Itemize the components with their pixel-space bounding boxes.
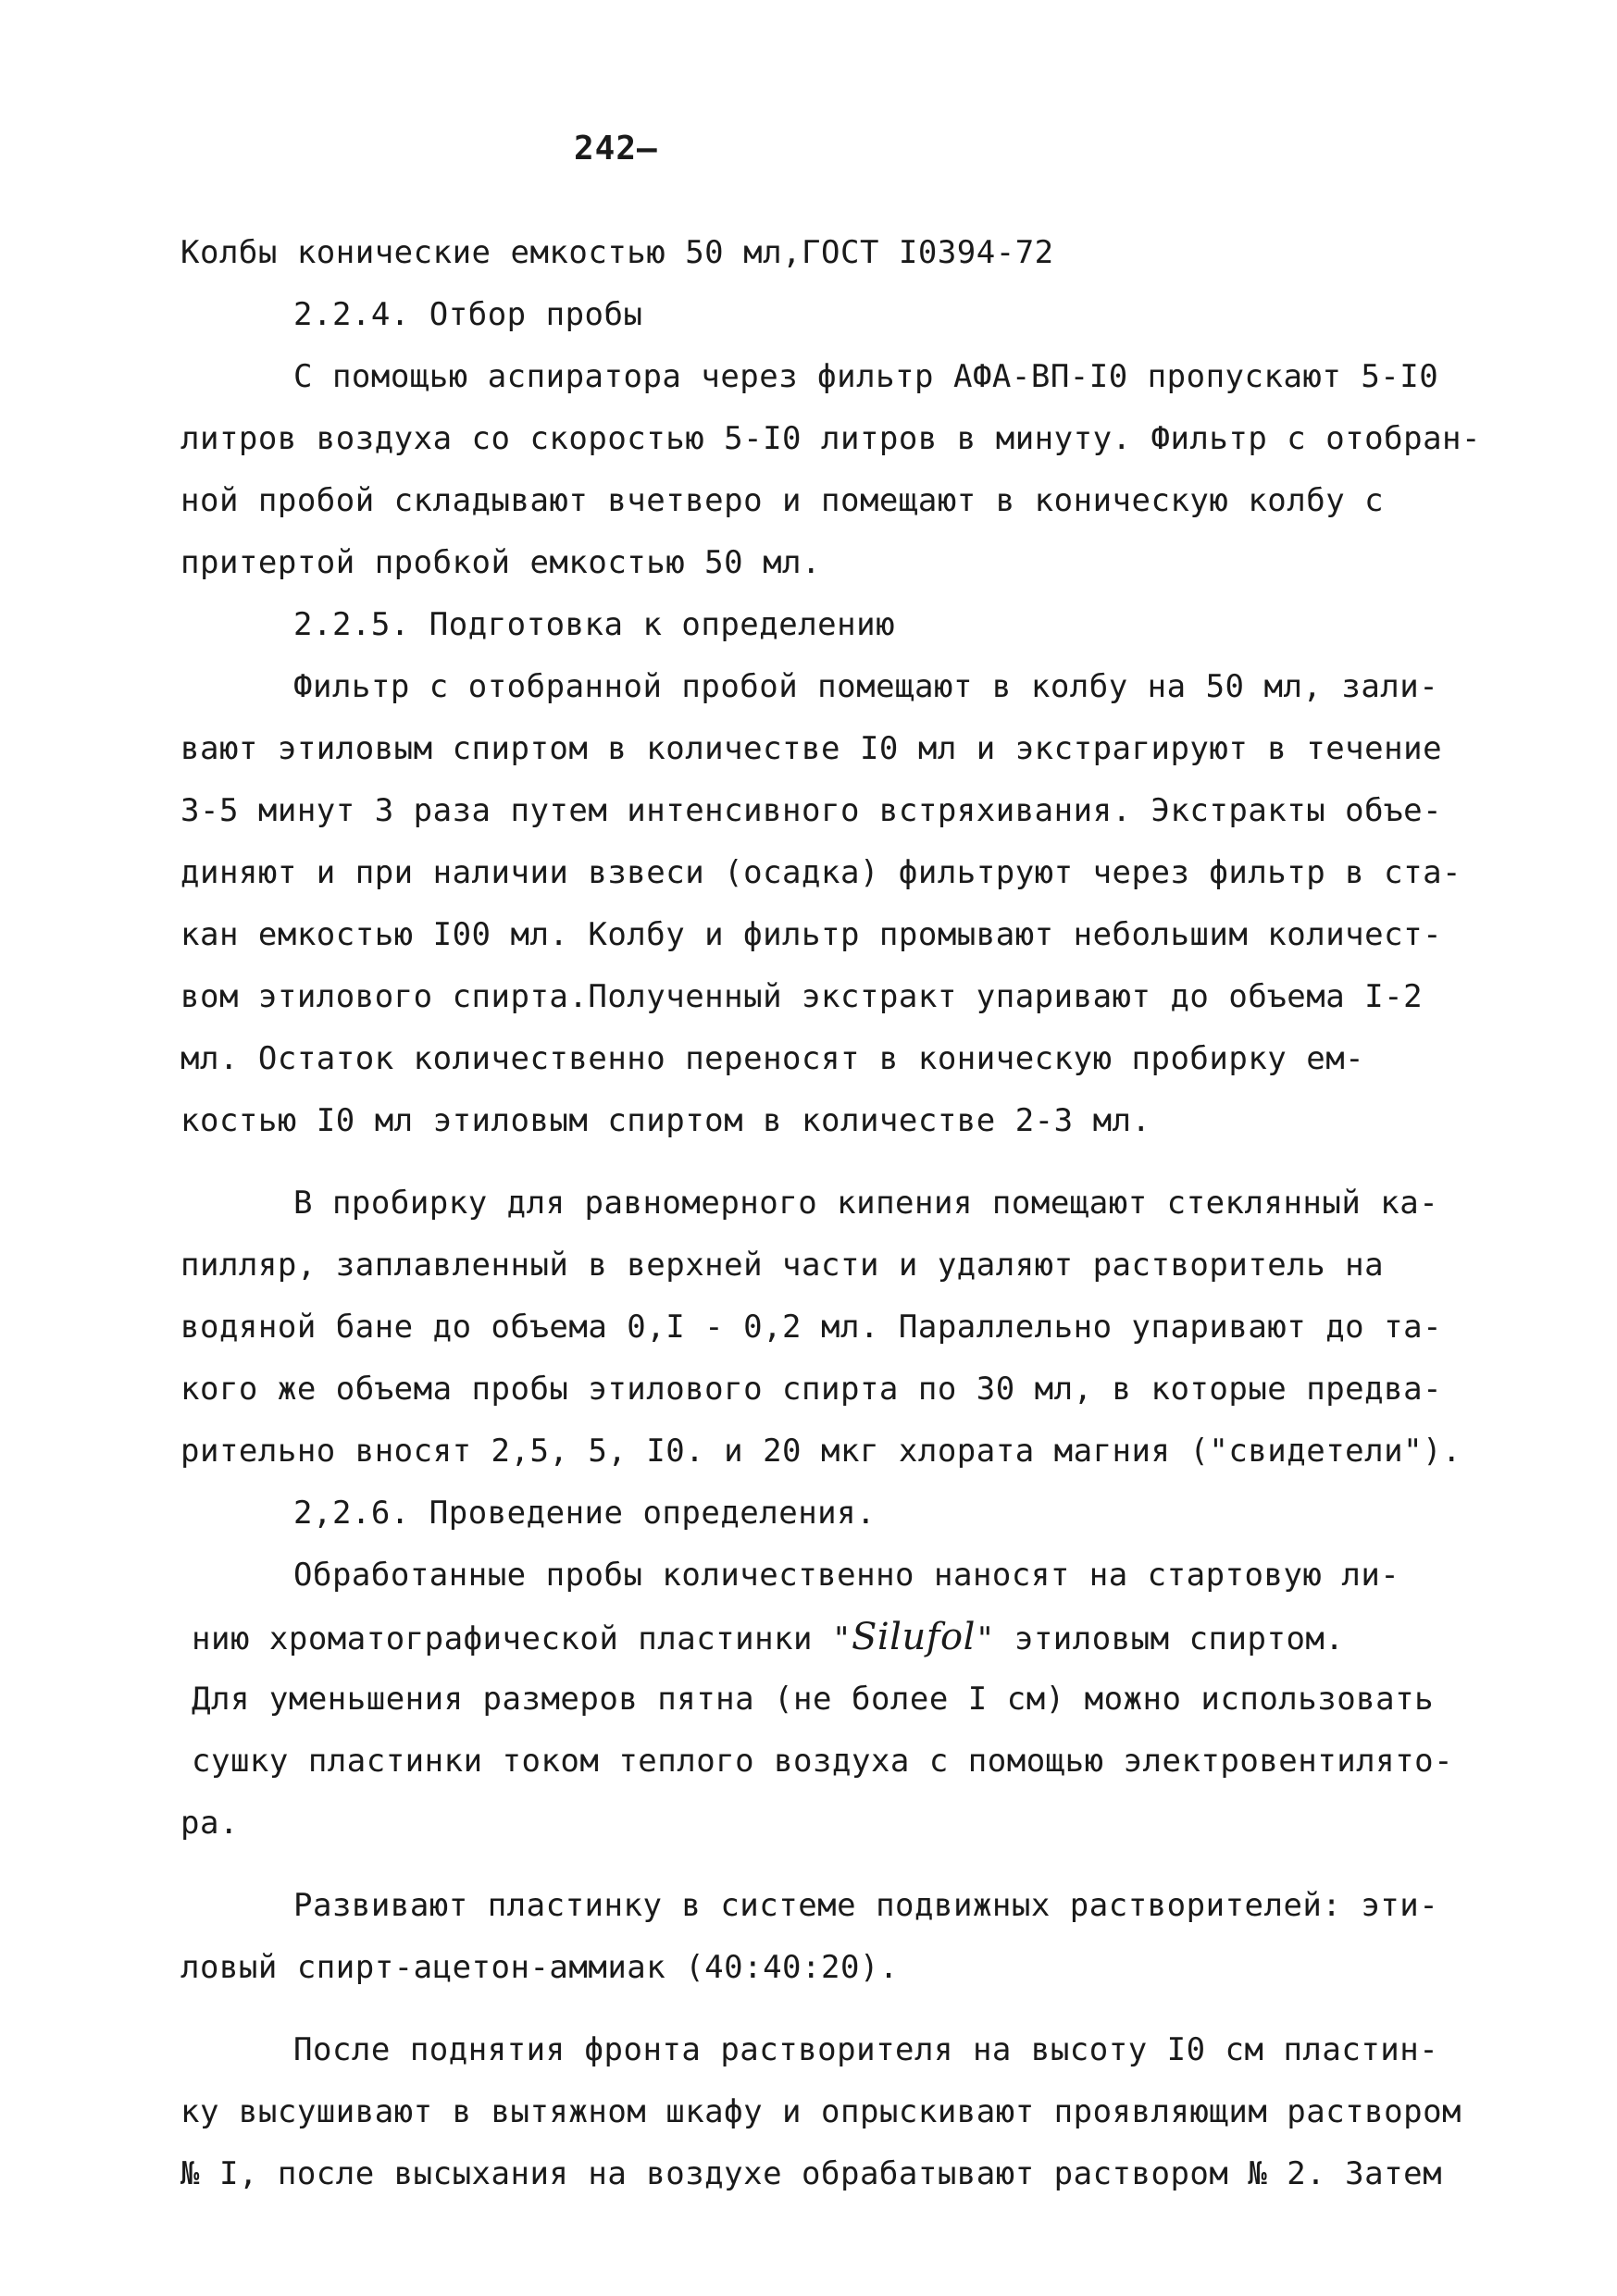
text-line: Развивают пластинку в системе подвижных растворителей: эти- bbox=[293, 1887, 1439, 1924]
text-line: Обработанные пробы количественно наносят на стартовую ли- bbox=[293, 1557, 1400, 1594]
text-line: С помощью аспиратора через фильтр АФА-ВП-I0 пропускают 5-I0 bbox=[293, 358, 1439, 395]
text-line: Для уменьшения размеров пятна (не более I см) можно использовать bbox=[192, 1681, 1435, 1718]
text-line: После поднятия фронта растворителя на высоту I0 см пластин- bbox=[293, 2031, 1439, 2068]
text-line: водяной бане до объема 0,I - 0,2 мл. Параллельно упаривают до та- bbox=[180, 1309, 1443, 1346]
text-line: нию хроматографической пластинки "Silufol" этиловым спиртом. bbox=[192, 1616, 1345, 1658]
text-line: костью I0 мл этиловым спиртом в количестве 2-3 мл. bbox=[180, 1102, 1151, 1139]
section-heading: 2.2.5. Подготовка к определению bbox=[293, 606, 896, 643]
text-line: мл. Остаток количественно переносят в коническую пробирку ем- bbox=[180, 1040, 1365, 1077]
text-line: 3-5 минут 3 раза путем интенсивного встряхивания. Экстракты объе- bbox=[180, 792, 1443, 829]
text-line: литров воздуха со скоростью 5-I0 литров в минуту. Фильтр с отобран- bbox=[180, 420, 1481, 457]
text-line: ной пробой складывают вчетверо и помещают в коническую колбу с bbox=[180, 482, 1385, 519]
text-line: сушку пластинки током теплого воздуха с помощью электровентилято- bbox=[192, 1743, 1454, 1780]
text-line: ловый спирт-ацетон-аммиак (40:40:20). bbox=[180, 1949, 899, 1986]
handwritten-word: Silufol bbox=[851, 1616, 976, 1658]
text-line: рительно вносят 2,5, 5, I0. и 20 мкг хлората магния ("свидетели"). bbox=[180, 1433, 1462, 1470]
section-heading: 2.2.4. Отбор пробы bbox=[293, 296, 643, 333]
text-line: диняют и при наличии взвеси (осадка) фильтруют через фильтр в ста- bbox=[180, 854, 1462, 891]
text-line: кан емкостью I00 мл. Колбу и фильтр промывают небольшим количест- bbox=[180, 916, 1443, 953]
page-number: 242— bbox=[574, 130, 658, 168]
text-line: ку высушивают в вытяжном шкафу и опрыскивают проявляющим раствором bbox=[180, 2093, 1462, 2130]
text-line: № I, после высыхания на воздухе обрабатывают раствором № 2. Затем bbox=[180, 2155, 1443, 2192]
section-heading: 2,2.6. Проведение определения. bbox=[293, 1495, 877, 1532]
text-line: притертой пробкой емкостью 50 мл. bbox=[180, 544, 822, 581]
text-line: вают этиловым спиртом в количестве I0 мл и экстрагируют в течение bbox=[180, 730, 1443, 767]
text-line: вом этилового спирта.Полученный экстракт упаривают до объема I-2 bbox=[180, 978, 1424, 1015]
text-line: В пробирку для равномерного кипения помещают стеклянный ка- bbox=[293, 1185, 1439, 1222]
document-body bbox=[180, 222, 1481, 2205]
text-line: Колбы конические емкостью 50 мл,ГОСТ I0394-72 bbox=[180, 234, 1054, 271]
text-line: Фильтр с отобранной пробой помещают в колбу на 50 мл, зали- bbox=[293, 668, 1439, 705]
text-line: кого же объема пробы этилового спирта по 30 мл, в которые предва- bbox=[180, 1371, 1443, 1408]
text-line: пилляр, заплавленный в верхней части и удаляют растворитель на bbox=[180, 1247, 1385, 1284]
text-line: ра. bbox=[180, 1805, 239, 1842]
